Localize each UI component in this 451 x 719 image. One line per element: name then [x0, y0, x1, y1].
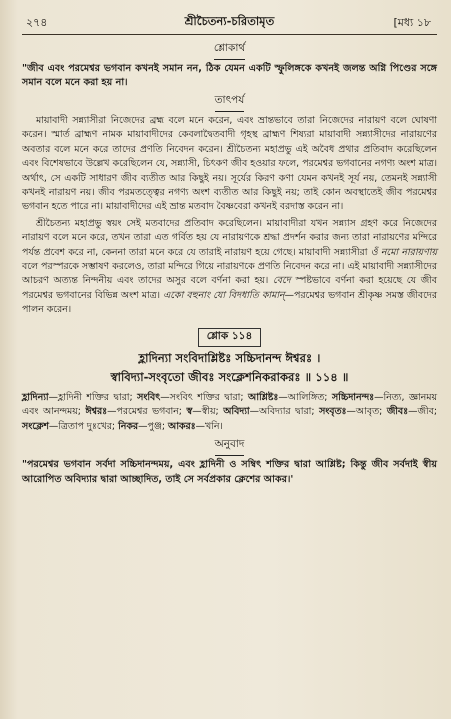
synonym-meaning: —পরমেশ্বর ভগবান;	[107, 406, 187, 418]
synonym-meaning: —ত্রিতাপ দুঃখের;	[48, 420, 119, 432]
synonym-word: আকরঃ	[167, 420, 196, 432]
shlokartha-text: "জীব এবং পরমেশ্বর ভগবান কখনই সমান নন, ঠিক যেমন একটি স্ফুলিঙ্গকে কখনই জলন্ত অগ্নি পিণ্ডের সঙ্গে সমান বলে মনে করা হয় না।	[22, 63, 437, 88]
section-label: [মধ্য ১৮	[393, 16, 431, 29]
synonym-meaning: —জীব;	[408, 406, 437, 418]
verse-line-1: হ্লাদিন্যা সংবিদাশ্লিষ্টঃ সচ্চিদানন্দ ঈশ্বরঃ ।	[138, 350, 321, 365]
page-number: ২৭৪	[26, 16, 48, 29]
synonym-meaning: —নিত্য, জ্ঞানময় এবং আনন্দময়;	[22, 391, 437, 418]
translation-text: "পরমেশ্বর ভগবান সর্বদা সচ্চিদানন্দময়, এবং হ্লাদিনী ও সম্বিৎ শক্তির দ্বারা আশ্লিষ্ট; কিন্তু জীব সর্বদাই স্বীয় আরোপিত অবিদ্যার দ্বারা আচ্ছাদিত, তাই সে সর্বপ্রকার ক্লেশের আকর।'	[22, 459, 437, 486]
synonym-word: সংবিৎ	[137, 391, 161, 403]
page-header	[22, 10, 437, 30]
synonym-word: আশ্লিষ্টঃ	[248, 391, 279, 403]
shlokartha-heading: শ্লোকার্থ	[22, 41, 437, 60]
purport-paragraph-2: শ্রীচৈতন্য মহাপ্রভু স্বয়ং সেই মতবাদের প্রতিবাদ করেছিলেন। মায়াবাদীরা যখন সন্ন্যাস গ্রহণ করে নিজেদের নারায়ণ বলে মনে করে, তখন তারা এত গর্বিত হয় যে নারায়ণকে শ্রদ্ধা প্রদর্শন করার জন্য তারা নারায়ণের মন্দিরে পর্যন্ত প্রবেশ করে না, কেননা তারা মনে করে যে তারাই নারায়ণ হয়ে গেছে। মায়াবাদী সন্ন্যাসীরা ওঁ নমো নারায়ণায় বলে পরস্পরকে সম্ভাষণ করলেও, তারা মন্দিরে গিয়ে নারায়ণকে প্রণতি নিবেদন করে না। এই মায়াবাদী সন্ন্যাসীদের আচরণ অত্যন্ত নিন্দনীয় এবং তাদের অসুর বলে বর্ণনা করা হয়। বেদে স্পষ্টভাবে বর্ণনা করা হয়েছে যে জীব পরমেশ্বর ভগবানের বিভিন্ন অংশ মাত্র। একো বহুনাং যো বিদধাতি কামান্—পরমেশ্বর ভগবান শ্রীকৃষ্ণ সমস্ত জীবদের পালন করেন।	[22, 217, 438, 316]
synonym-meaning: —পুঞ্জ;	[138, 420, 168, 432]
synonym-word: সংক্লেশ	[22, 420, 49, 432]
purport-paragraph-1: মায়াবাদী সন্ন্যাসীরা নিজেদের ব্রহ্ম বলে মনে করেন, এবং ভ্রান্তভাবে তারা নিজেদের নারায়ণ বলে ঘোষণা করেন। স্মার্ত ব্রাহ্মণ নামক মায়াবাদীদের কেবলাদ্বৈতবাদী গৃহস্থ ব্রাহ্মণ শিষ্যরা মায়াবাদী সন্ন্যাসীদের নারায়ণের অবতার বলে মনে করে তাদের প্রণতি নিবেদন করেন। শ্রীচৈতন্য মহাপ্রভু এই অবৈধ প্রথার প্রতিবাদ করেছিলেন এবং বিশেষভাবে উল্লেখ করেছিলেন যে, সন্ন্যাসী, চিৎকণ জীব হওয়ার ফলে, পরমেশ্বর ভগবানের নগণ্য অংশ মাত্র। অর্থাৎ, সে একটি সাধারণ জীব ব্যতীত আর কিছুই নয়। সূর্যের কিরণ কণা যেমন কখনই সূর্য নয়, তেমনই সন্ন্যাসী কখনই নারায়ণ নয়। জীব পরমতত্ত্বের নগণ্য অংশ ব্যতীত আর কিছুই নয়; তাই কোন অবস্থাতেই জীব পরমেশ্বর ভগবান হতে পারে না। মায়াবাদীদের এই ভ্রান্ত মতবাদ বৈষ্ণবেরা কখনই বরদাস্ত করেন না।	[22, 115, 437, 213]
synonym-word: স্ব	[186, 406, 193, 418]
synonym-meaning: —হ্লাদিনী শক্তির দ্বারা;	[48, 391, 138, 403]
purport-italic-vede: বেদে	[273, 275, 291, 287]
synonym-word: সচ্চিদানন্দঃ	[331, 391, 375, 403]
synonym-word: সংবৃতঃ	[319, 406, 347, 418]
synonym-meaning: —স্বীয়;	[192, 406, 224, 418]
header-rule	[22, 34, 437, 35]
synonyms	[22, 391, 437, 435]
synonym-word: নিকর	[118, 420, 139, 432]
synonym-word: অবিদ্যা	[223, 406, 250, 418]
verse-number: শ্লোক ১১৪	[22, 324, 437, 347]
synonym-word: জীবঃ	[386, 406, 409, 418]
purport-italic-quote: একো বহুনাং যো বিদধাতি কামান্	[163, 289, 285, 301]
synonym-meaning: —আলিঙ্গিত;	[278, 391, 332, 403]
anuvad-heading: অনুবাদ	[22, 437, 437, 456]
synonym-meaning: —অবিদ্যার দ্বারা;	[249, 406, 320, 418]
tatparya-heading: তাৎপর্য	[22, 93, 437, 112]
synonym-word: ঈশ্বরঃ	[85, 406, 108, 418]
synonym-meaning: —খনি।	[195, 420, 223, 432]
book-title: শ্রীচৈতন্য-চরিতামৃত	[184, 14, 275, 28]
synonym-meaning: —আবৃত;	[346, 406, 387, 418]
purport-italic-mantra: ওঁ নমো নারায়ণায়	[370, 246, 437, 258]
synonym-meaning: —সংবিৎ শক্তির দ্বারা;	[160, 391, 249, 403]
verse-line-2: স্বাবিদ্যা-সংবৃতো জীবঃ সংক্লেশনিকরাকরঃ ॥ ১১৪ ॥	[110, 369, 349, 384]
synonym-word: হ্লাদিন্যা	[22, 391, 49, 403]
